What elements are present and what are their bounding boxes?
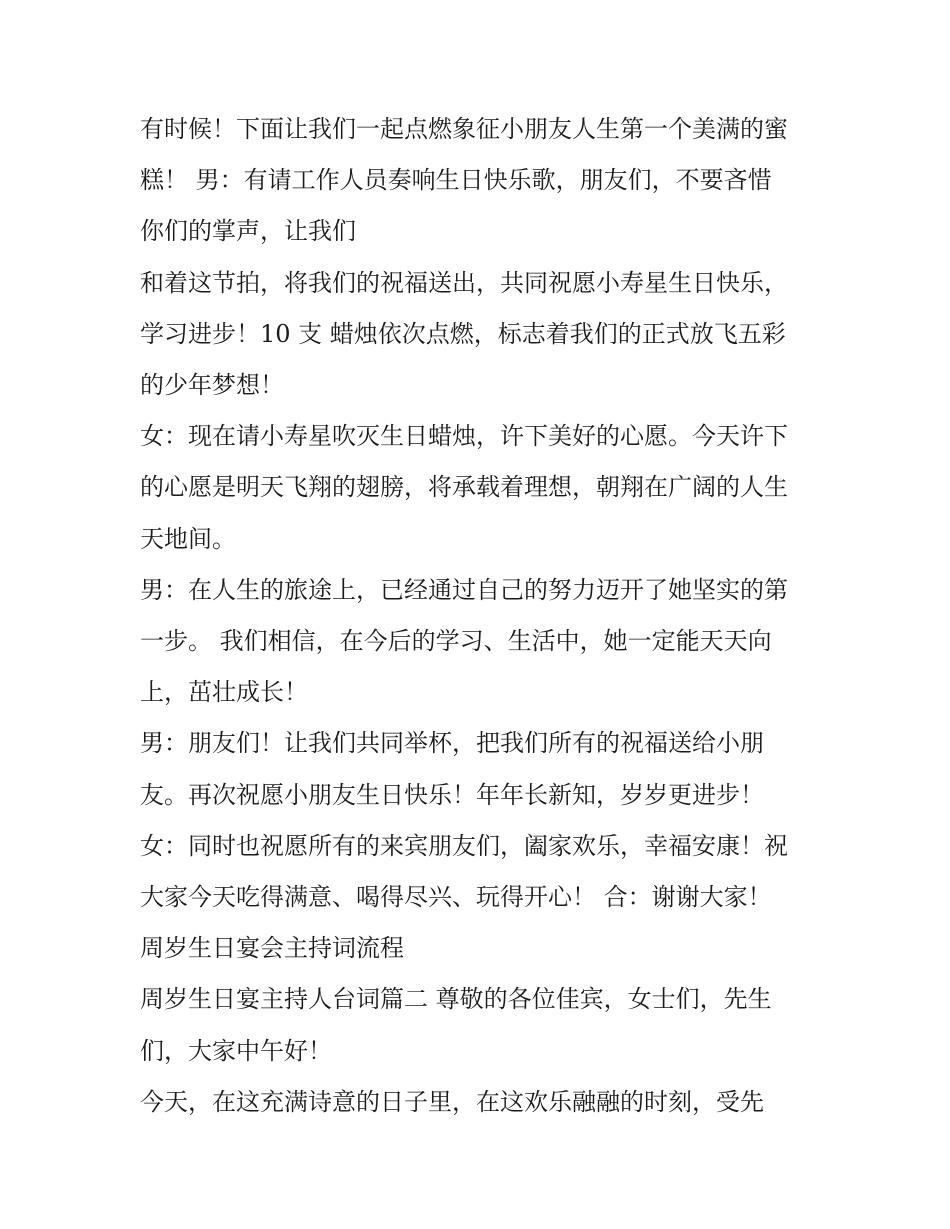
text-line: 们，大家中午好！ — [140, 1036, 332, 1065]
text-line: 周岁生日宴主持人台词篇二 尊敬的各位佳宾，女士们，先生 — [140, 985, 772, 1014]
text-line: 你们的掌声，让我们 — [140, 217, 356, 246]
text-line: 今天，在这充满诗意的日子里，在这欢乐融融的时刻，受先 — [140, 1087, 764, 1116]
text-line: 大家今天吃得满意、喝得尽兴、玩得开心！ 合：谢谢大家！ — [140, 883, 772, 912]
document-body — [140, 104, 820, 1128]
text-line: 和着这节拍，将我们的祝福送出，共同祝愿小寿星生日快乐， — [140, 268, 788, 297]
text-line: 友。再次祝愿小朋友生日快乐！年年长新知，岁岁更进步！ — [140, 780, 764, 809]
text-line: 的少年梦想！ — [140, 371, 284, 400]
text-line: 学习进步！10 支 蜡烛依次点燃，标志着我们的正式放飞五彩 — [140, 319, 786, 348]
text-line: 一步。 我们相信，在今后的学习、生活中，她一定能天天向 — [140, 627, 772, 656]
text-line: 上，茁壮成长！ — [140, 678, 308, 707]
text-line: 的心愿是明天飞翔的翅膀，将承载着理想，朝翔在广阔的人生 — [140, 473, 788, 502]
text-line: 男：在人生的旅途上，已经通过自己的努力迈开了她坚实的第 — [140, 575, 788, 604]
text-line: 天地间。 — [140, 524, 236, 553]
text-line: 男：朋友们！让我们共同举杯，把我们所有的祝福送给小朋 — [140, 729, 764, 758]
section-heading: 周岁生日宴会主持词流程 — [140, 934, 404, 963]
text-line: 女：同时也祝愿所有的来宾朋友们，阖家欢乐，幸福安康！祝 — [140, 831, 788, 860]
text-line: 有时候！下面让我们一起点燃象征小朋友人生第一个美满的蜜 — [140, 115, 788, 143]
text-line: 糕！ 男：有请工作人员奏响生日快乐歌，朋友们，不要吝惜 — [140, 166, 772, 195]
text-line: 女：现在请小寿星吹灭生日蜡烛，许下美好的心愿。今天许下 — [140, 422, 788, 451]
